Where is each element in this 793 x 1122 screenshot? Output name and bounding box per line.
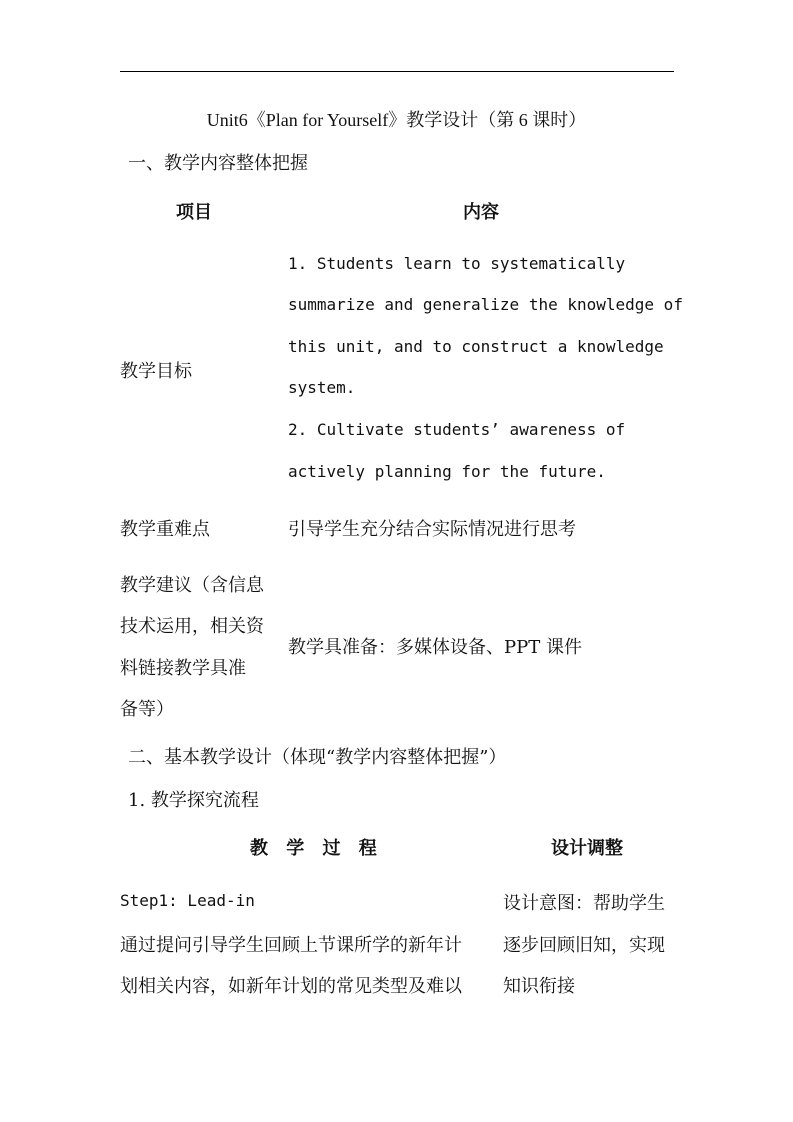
section-1-heading: 一、教学内容整体把握	[128, 153, 308, 174]
goals-line-2: summarize and generalize the knowledge of	[288, 295, 683, 314]
key-points-content: 引导学生充分结合实际情况进行思考	[288, 519, 576, 540]
document-title: Unit6《Plan for Yourself》教学设计（第 6 课时）	[206, 110, 587, 130]
table1-row-goals-label: 教学目标	[120, 361, 192, 382]
subsection-1-heading: 1. 教学探究流程	[128, 790, 259, 811]
goals-line-5: 2. Cultivate students’ awareness of	[288, 420, 626, 439]
suggestions-label-line-2: 技术运用，相关资	[120, 616, 264, 637]
adjust-line-3: 知识衔接	[503, 976, 575, 997]
goals-line-4: system.	[288, 378, 356, 397]
suggestions-label-line-4: 备等）	[120, 699, 174, 720]
process-line-1: Step1: Lead-in	[120, 891, 255, 910]
adjust-line-2: 逐步回顾旧知，实现	[503, 935, 665, 956]
goals-line-3: this unit, and to construct a knowledge	[288, 337, 664, 356]
process-line-2: 通过提问引导学生回顾上节课所学的新年计	[120, 935, 462, 956]
section-2-heading: 二、基本教学设计（体现“教学内容整体把握”）	[128, 747, 507, 768]
suggestions-content: 教学具准备：多媒体设备、PPT 课件	[288, 637, 582, 658]
suggestions-label-line-3: 料链接教学具准	[120, 658, 246, 679]
goals-line-1: 1. Students learn to systematically	[288, 254, 626, 273]
adjust-line-1: 设计意图：帮助学生	[503, 893, 665, 914]
process-line-3: 划相关内容，如新年计划的常见类型及难以	[120, 976, 462, 997]
table1-header-item: 项目	[176, 202, 212, 223]
suggestions-label-line-1: 教学建议（含信息	[120, 575, 264, 596]
table1-row-key-points-label: 教学重难点	[120, 519, 210, 540]
table2-header-process: 教 学 过 程	[250, 838, 383, 859]
table1-header-content: 内容	[463, 202, 499, 223]
header-rule	[120, 71, 674, 72]
goals-line-6: actively planning for the future.	[288, 462, 606, 481]
table2-header-adjust: 设计调整	[551, 838, 623, 859]
